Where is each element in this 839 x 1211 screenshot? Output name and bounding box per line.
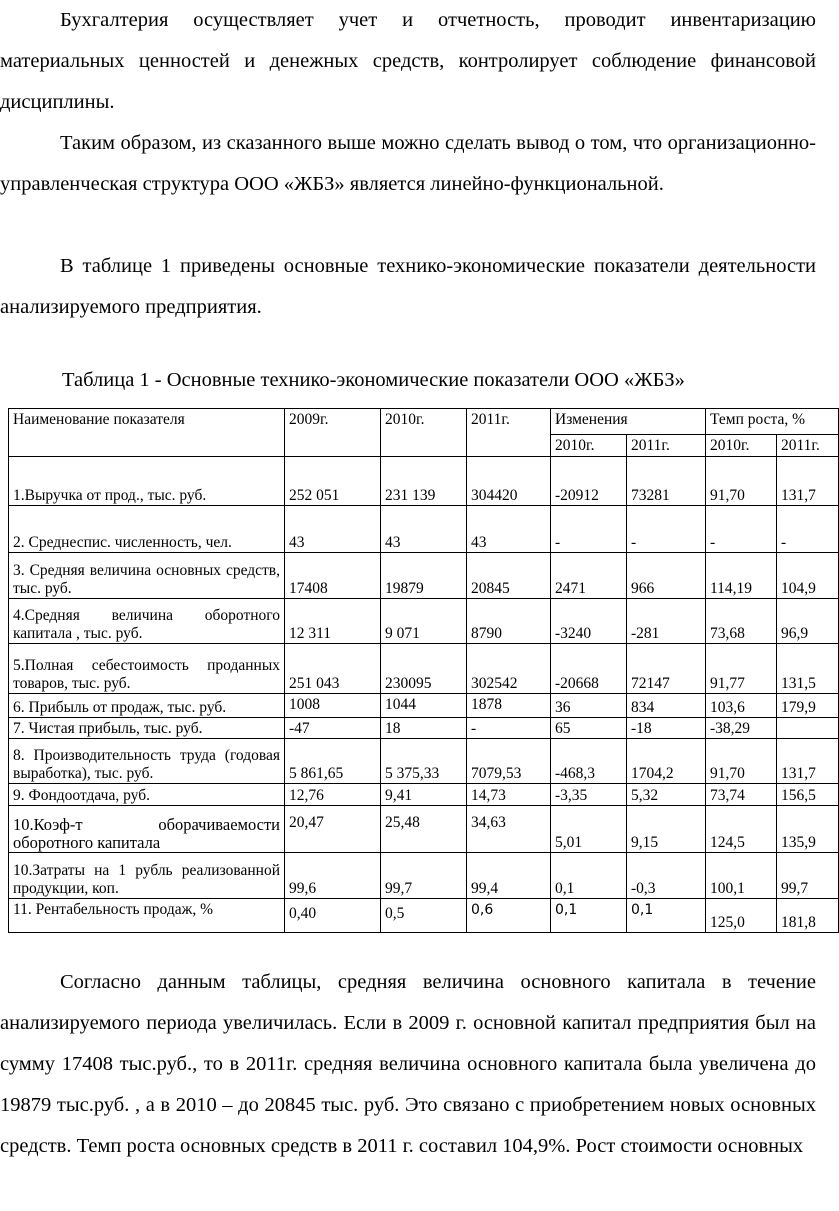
header-2010: 2010г. [381, 409, 467, 457]
cell-growth-2010: 114,19 [706, 553, 777, 599]
header-growth: Темп роста, % [706, 409, 839, 435]
cell-change-2011: -0,3 [627, 853, 706, 899]
cell-growth-2011: 131,7 [777, 739, 839, 784]
cell-change-2010: -20912 [551, 457, 627, 506]
cell-change-2010: 2471 [551, 553, 627, 599]
table-row [9, 553, 839, 599]
table-row [9, 806, 839, 853]
cell-change-2010: -3,35 [551, 784, 627, 806]
cell-2010: 19879 [381, 553, 467, 599]
cell-change-2010: -3240 [551, 599, 627, 644]
cell-growth-2010: 124,5 [706, 806, 777, 853]
cell-growth-2010: 91,70 [706, 457, 777, 506]
header-name: Наименование показателя [9, 409, 285, 457]
cell-growth-2011: 179,9 [777, 694, 839, 718]
cell-2009: 99,6 [285, 853, 381, 899]
table-row [9, 506, 839, 553]
row-name: 10.Коэф-т оборачиваемости оборотного капитала [9, 806, 285, 853]
cell-change-2010: 0,1 [551, 853, 627, 899]
cell-growth-2011: - [777, 506, 839, 553]
cell-2009: 251 043 [285, 644, 381, 694]
cell-change-2010: - [551, 506, 627, 553]
cell-growth-2010: - [706, 506, 777, 553]
cell-2009: 5 861,65 [285, 739, 381, 784]
row-name: 6. Прибыль от продаж, тыс. руб. [9, 694, 285, 718]
cell-growth-2010: 73,68 [706, 599, 777, 644]
cell-change-2010: -468,3 [551, 739, 627, 784]
row-name: 3. Средняя величина основных средств, тыс. руб. [9, 553, 285, 599]
table-row [9, 694, 839, 718]
table-row [9, 457, 839, 506]
cell-growth-2010: 73,74 [706, 784, 777, 806]
header-2009: 2009г. [285, 409, 381, 457]
row-name: 1.Выручка от прод., тыс. руб. [9, 457, 285, 506]
paragraph-accounting: Бухгалтерия осуществляет учет и отчетность, проводит инвентаризацию материальных ценностей и денежных средств, контролирует соблюдение финансовой дисциплины. [0, 9, 816, 113]
cell-2011: 20845 [467, 553, 551, 599]
cell-change-2011: - [627, 506, 706, 553]
table-row [9, 644, 839, 694]
table-caption: Таблица 1 - Основные технико-экономические показатели ООО «ЖБЗ» [62, 369, 685, 391]
table-header-row [9, 409, 839, 435]
cell-2010: 5 375,33 [381, 739, 467, 784]
subheader-changes-2010: 2010г. [551, 435, 627, 457]
row-name: 9. Фондоотдача, руб. [9, 784, 285, 806]
cell-change-2010: 65 [551, 718, 627, 739]
subheader-growth-2011: 2011г. [777, 435, 839, 457]
cell-2009: 0,40 [285, 899, 381, 933]
cell-change-2011: 1704,2 [627, 739, 706, 784]
cell-2009: 252 051 [285, 457, 381, 506]
cell-2010: 0,5 [381, 899, 467, 933]
table-row [9, 739, 839, 784]
cell-2010: 231 139 [381, 457, 467, 506]
cell-change-2010: 0,1 [551, 899, 627, 933]
cell-growth-2011: 156,5 [777, 784, 839, 806]
table-row [9, 599, 839, 644]
cell-change-2011: 834 [627, 694, 706, 718]
cell-growth-2011 [777, 718, 839, 739]
row-name: 2. Среднеспис. численность, чел. [9, 506, 285, 553]
row-name: 10.Затраты на 1 рубль реализованной продукции, коп. [9, 853, 285, 899]
header-2011: 2011г. [467, 409, 551, 457]
cell-growth-2010: 91,77 [706, 644, 777, 694]
row-name: 8. Производительность труда (годовая выработка), тыс. руб. [9, 739, 285, 784]
cell-change-2011: 966 [627, 553, 706, 599]
table-row [9, 853, 839, 899]
cell-change-2011: 72147 [627, 644, 706, 694]
cell-2009: 43 [285, 506, 381, 553]
cell-growth-2010: 103,6 [706, 694, 777, 718]
cell-2011: 304420 [467, 457, 551, 506]
header-changes: Изменения [551, 409, 706, 435]
cell-growth-2011: 99,7 [777, 853, 839, 899]
cell-2010: 9 071 [381, 599, 467, 644]
cell-2009: 12 311 [285, 599, 381, 644]
cell-growth-2010: 91,70 [706, 739, 777, 784]
cell-2009: 17408 [285, 553, 381, 599]
cell-2011: - [467, 718, 551, 739]
cell-2011: 1878 [467, 694, 551, 718]
table-row [9, 899, 839, 933]
cell-change-2011: 5,32 [627, 784, 706, 806]
cell-growth-2011: 131,5 [777, 644, 839, 694]
row-name: 4.Средняя величина оборотного капитала , тыс. руб. [9, 599, 285, 644]
cell-change-2010: -20668 [551, 644, 627, 694]
cell-2009: 12,76 [285, 784, 381, 806]
cell-2011: 43 [467, 506, 551, 553]
subheader-growth-2010: 2010г. [706, 435, 777, 457]
paragraph-analysis: Согласно данным таблицы, средняя величина основного капитала в течение анализируемого периода увеличилась. Если в 2009 г. основной капитал предприятия был на сумму 17408 тыс.руб., то в 2011г. средняя величина основного капитала была увеличена до 19879 тыс.руб. , а в 2010 – до 20845 тыс. руб. Это связано с приобретением новых основных средств. Темп роста основных средств в 2011 г. составил 104,9%. Рост стоимости основных [0, 971, 816, 1157]
row-name: 7. Чистая прибыль, тыс. руб. [9, 718, 285, 739]
row-name: 11. Рентабельность продаж, % [9, 899, 285, 933]
cell-2011: 34,63 [467, 806, 551, 853]
cell-2011: 302542 [467, 644, 551, 694]
cell-change-2010: 5,01 [551, 806, 627, 853]
cell-growth-2011: 104,9 [777, 553, 839, 599]
cell-change-2011: 73281 [627, 457, 706, 506]
cell-2010: 99,7 [381, 853, 467, 899]
cell-growth-2010: -38,29 [706, 718, 777, 739]
cell-2009: 20,47 [285, 806, 381, 853]
cell-change-2011: 9,15 [627, 806, 706, 853]
cell-change-2011: 0,1 [627, 899, 706, 933]
cell-2011: 7079,53 [467, 739, 551, 784]
cell-2009: -47 [285, 718, 381, 739]
cell-growth-2011: 96,9 [777, 599, 839, 644]
cell-2009: 1008 [285, 694, 381, 718]
table-row [9, 718, 839, 739]
cell-2010: 1044 [381, 694, 467, 718]
cell-growth-2011: 181,8 [777, 899, 839, 933]
cell-2010: 25,48 [381, 806, 467, 853]
cell-2010: 43 [381, 506, 467, 553]
cell-2011: 0,6 [467, 899, 551, 933]
indicators-table [8, 408, 839, 933]
cell-2011: 8790 [467, 599, 551, 644]
cell-change-2011: -281 [627, 599, 706, 644]
table-row [9, 784, 839, 806]
row-name: 5.Полная себестоимость проданных товаров, тыс. руб. [9, 644, 285, 694]
cell-2010: 230095 [381, 644, 467, 694]
cell-change-2010: 36 [551, 694, 627, 718]
cell-2011: 14,73 [467, 784, 551, 806]
cell-growth-2011: 135,9 [777, 806, 839, 853]
cell-growth-2010: 125,0 [706, 899, 777, 933]
paragraph-table-intro: В таблице 1 приведены основные технико-экономические показатели деятельности анализируемого предприятия. [0, 255, 816, 318]
cell-2010: 9,41 [381, 784, 467, 806]
paragraph-conclusion: Таким образом, из сказанного выше можно сделать вывод о том, что организационно-управленческая структура ООО «ЖБЗ» является линейно-функциональной. [0, 132, 816, 195]
cell-growth-2010: 100,1 [706, 853, 777, 899]
subheader-changes-2011: 2011г. [627, 435, 706, 457]
cell-change-2011: -18 [627, 718, 706, 739]
cell-2011: 99,4 [467, 853, 551, 899]
cell-growth-2011: 131,7 [777, 457, 839, 506]
cell-2010: 18 [381, 718, 467, 739]
